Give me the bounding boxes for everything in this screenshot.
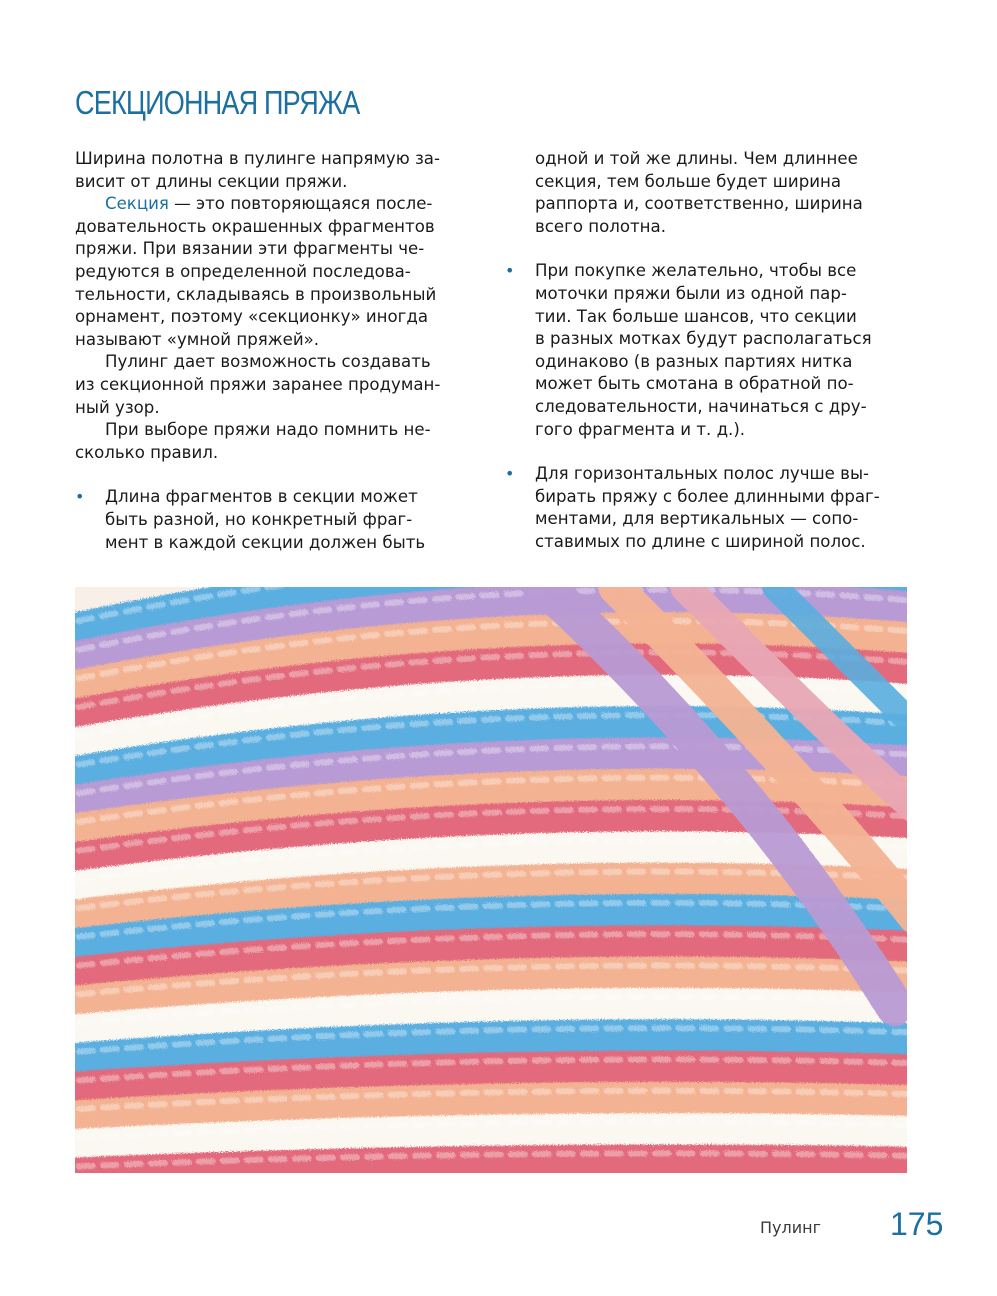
list-item: • При покупке желательно, чтобы все [505,260,900,283]
text-line: из секционной пряжи заранее продуман- [75,374,441,394]
bullet-icon: • [505,464,515,484]
text-line: одной и той же длины. Чем длиннее [535,149,858,168]
text-line: ный узор. [75,397,160,417]
yarn-illustration [75,587,907,1173]
page-number: 175 [890,1206,944,1242]
list-item: • Длина фрагментов в секции может [75,486,475,509]
text-line: Ширина полотна в пулинге напрямую за- [75,149,440,168]
text-line: быть разной, но конкретный фраг- [105,509,413,529]
bullet-icon: • [505,261,515,281]
left-column [75,148,475,554]
text-line: гого фрагмента и т. д.). [535,419,746,439]
bullet-icon: • [75,487,85,507]
right-column [505,148,900,554]
text-line: тии. Так больше шансов, что секции [535,306,857,326]
list-item: • Для горизонтальных полос лучше вы- [505,463,900,486]
text-line: висит от длины секции пряжи. [75,171,348,191]
text-line: довательность окрашенных фрагментов [75,216,435,236]
text-line: орнамент, поэтому «секционку» иногда [75,307,429,327]
text-line: в разных мотках будут располагаться [535,329,872,349]
text-line: тельности, складываясь в произвольный [75,284,437,304]
text-fragment: — это повторяющаяся после- [168,194,433,214]
section-heading: СЕКЦИОННАЯ ПРЯЖА [75,84,360,121]
text-line: ставимых по длине с шириной полос. [535,531,866,551]
text-line: называют «умной пряжей». [75,329,320,349]
text-line: может быть смотана в обратной по- [535,374,854,394]
text-line [75,193,475,216]
text-line: секция, тем больше будет ширина [535,171,842,191]
text-line: бирать пряжу с более длинными фраг- [535,486,880,506]
text-line: мент в каждой секции должен быть [105,532,426,552]
text-line: пряжи. При вязании эти фрагменты че- [75,239,425,259]
text-line: одинаково (в разных партиях нитка [535,351,853,371]
text-line: редуются в определенной последова- [75,261,411,281]
term-section: Секция [105,194,169,214]
text-line: раппорта и, соответственно, ширина [535,194,863,214]
text-line: сколько правил. [75,442,219,462]
text-line: Пулинг дает возможность создавать [105,352,431,372]
text-line: моточки пряжи были из одной пар- [535,283,847,303]
text-line: следовательности, начинаться с дру- [535,396,867,416]
yarn-photo [75,587,907,1173]
text-line: всего полотна. [535,216,666,236]
footer-section-label: Пулинг [760,1218,821,1237]
text-line: При выборе пряжи надо помнить не- [105,420,431,440]
text-line: ментами, для вертикальных — сопо- [535,509,859,529]
